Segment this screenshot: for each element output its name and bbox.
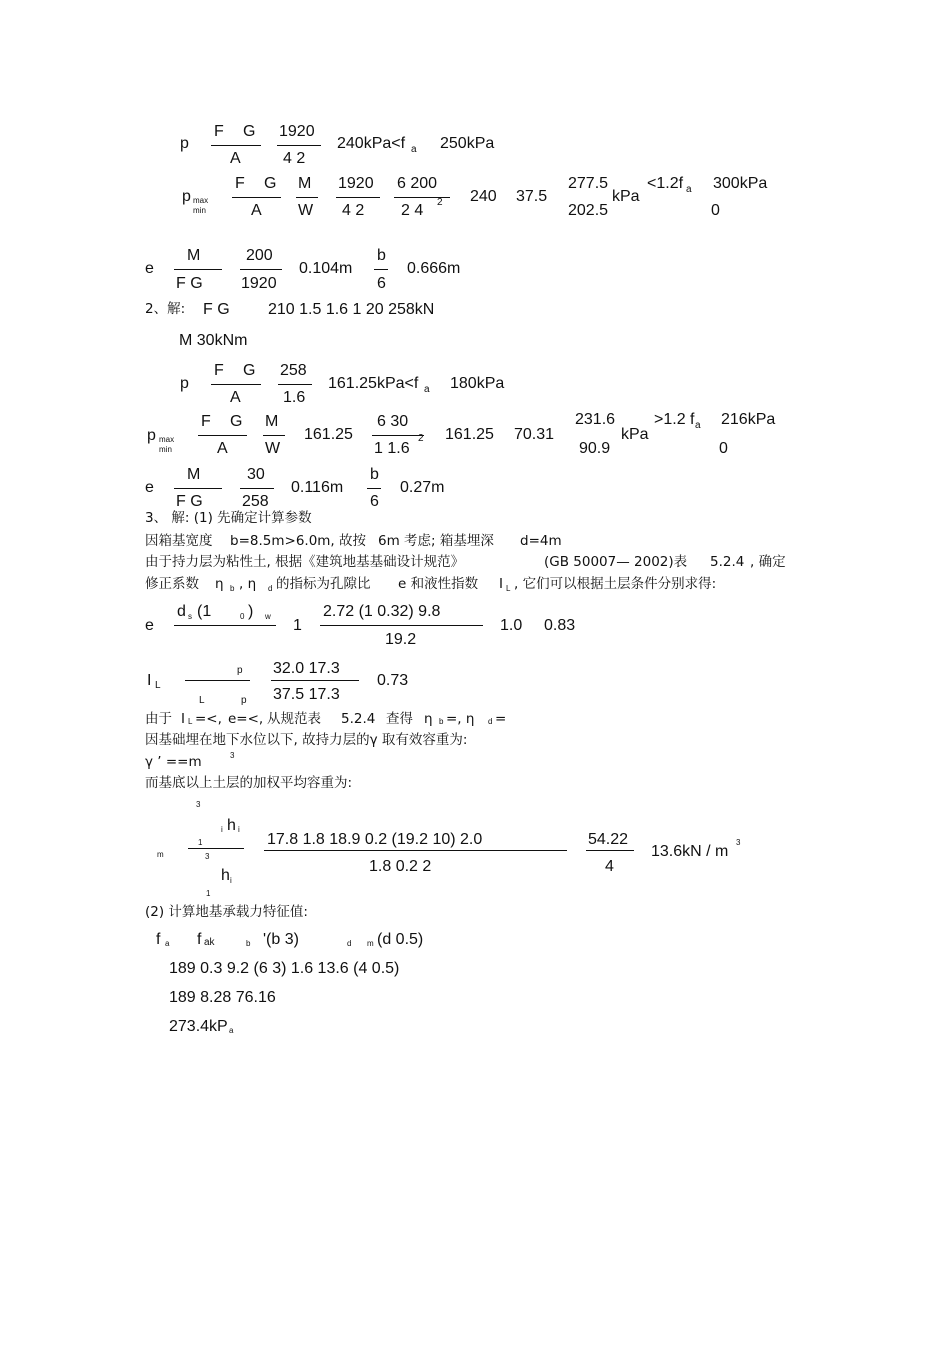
eq4-p: p <box>180 375 189 392</box>
eq4-F: F <box>214 362 224 379</box>
q3c-line4-sub: a <box>229 1026 234 1035</box>
eq9-sup: 3 <box>736 838 741 847</box>
q3-p2b: (GB 50007— 2002)表 <box>544 554 688 570</box>
eq8-val: 0.73 <box>377 672 409 689</box>
q3c-d-sub: d <box>347 939 352 948</box>
eq6-val: 0.116m <box>291 479 344 496</box>
eq2-c2: 37.5 <box>516 188 548 205</box>
eq5-p: p <box>147 427 156 444</box>
eq5-c2: 161.25 <box>445 426 494 443</box>
eq8-num: 32.0 17.3 <box>273 660 340 677</box>
eq6-fraction-bar-3 <box>367 488 381 489</box>
eq2-W: W <box>298 202 314 219</box>
eq9-i-sub2: i <box>238 825 240 834</box>
q3-p3d: , η <box>239 576 257 592</box>
eq5-F: F <box>201 413 211 430</box>
q3b-l1l: d <box>488 717 493 726</box>
q3b-l1a: 由于 <box>145 711 172 727</box>
q2-expr: 210 1.5 1.6 1 20 258kN <box>268 301 435 318</box>
eq4-num: 258 <box>280 362 307 379</box>
q2-label: 2、解: <box>145 301 186 317</box>
eq8-L-sub: L <box>199 695 205 706</box>
q3-p3i: L <box>506 584 511 593</box>
eq8-fraction-bar <box>185 680 250 681</box>
eq5-cmp: >1.2 f <box>654 411 695 428</box>
q3b-l1g: 5.2.4 <box>341 711 376 727</box>
eq5-exp: 2 <box>418 433 424 444</box>
eq7-fraction-bar-2 <box>320 625 483 626</box>
q3c-line2: 189 0.3 9.2 (6 3) 1.6 13.6 (4 0.5) <box>169 960 400 977</box>
eq3-fraction-bar <box>174 269 222 270</box>
eq4-fraction-bar-2 <box>278 384 312 385</box>
eq9-m-sub: m <box>157 850 164 859</box>
q3b-l1f: 从规范表 <box>267 711 321 727</box>
q3c-f2: f <box>197 931 202 948</box>
eq9-i-sub: i <box>221 825 223 834</box>
eq9-h2: h <box>221 867 230 884</box>
q3-heading: 3、 解: (1) 先确定计算参数 <box>145 510 312 526</box>
eq1-A: A <box>230 150 241 167</box>
q3c-a: a <box>165 939 170 948</box>
eq6-e: e <box>145 479 154 496</box>
q3b-l1k: =, η <box>446 711 475 727</box>
eq7-close: ) <box>248 603 254 620</box>
eq8-den: 37.5 17.3 <box>273 686 340 703</box>
eq7-w: w <box>265 612 271 621</box>
eq2-unit: kPa <box>612 188 640 205</box>
eq2-cmp: <1.2f <box>647 175 684 192</box>
q3-p1a: 因箱基宽度 <box>145 533 213 549</box>
eq7-v2: 0.83 <box>544 617 576 634</box>
eq2-sub-min: min <box>193 206 206 215</box>
q3b-l3: γ ’ ==m <box>145 754 202 770</box>
q3-p1d: d=4m <box>520 533 562 549</box>
eq9-val: 13.6kN / m <box>651 843 729 860</box>
q3c-heading: (2) 计算地基承载力特征值: <box>145 904 308 920</box>
eq6-six: 6 <box>370 493 379 510</box>
eq7-one: 1 <box>293 617 302 634</box>
eq6-fraction-bar <box>174 488 222 489</box>
eq5-fraction-bar <box>198 435 247 436</box>
eq8-I: I <box>147 672 152 689</box>
eq4-A: A <box>230 389 241 406</box>
eq1-rhs: 240kPa<f <box>337 135 406 152</box>
eq2-fraction-bar-2 <box>296 197 318 198</box>
eq5-W: W <box>265 440 281 457</box>
eq8-p-sub2: p <box>241 695 247 706</box>
q3-p3h: I <box>499 576 503 592</box>
eq7-num: 2.72 (1 0.32) 9.8 <box>323 603 441 620</box>
eq6-M: M <box>187 466 201 483</box>
q3-p1b: b=8.5m>6.0m, 故按 <box>230 533 367 549</box>
q3c-m-sub: m <box>367 939 374 948</box>
q3c-line3: 189 8.28 76.16 <box>169 989 276 1006</box>
eq9-fraction-bar-3 <box>586 850 634 851</box>
eq8-p-sub: p <box>237 665 243 676</box>
eq2-F: F <box>235 175 245 192</box>
eq3-e: e <box>145 260 154 277</box>
eq3-val2: 0.666m <box>407 260 461 277</box>
eq1-p: p <box>180 135 189 152</box>
eq4-rhs: 161.25kPa<f <box>328 375 419 392</box>
eq7-paren: (1 <box>197 603 212 620</box>
eq7-ds: d <box>177 603 186 620</box>
q3c-f: f <box>156 931 161 948</box>
eq7-den: 19.2 <box>385 631 417 648</box>
eq7-sub0: 0 <box>240 612 245 621</box>
eq1-fraction-bar-2 <box>277 145 321 146</box>
q3c-line4: 273.4kP <box>169 1018 228 1035</box>
q3-p2a: 由于持力层为粘性土, 根据《建筑地基基础设计规范》 <box>145 554 465 570</box>
eq9-three: 3 <box>205 852 210 861</box>
eq5-c1: 161.25 <box>304 426 353 443</box>
eq9-den2: 4 <box>605 858 614 875</box>
eq6-den: 258 <box>242 493 269 510</box>
eq6-val2: 0.27m <box>400 479 445 496</box>
eq6-num: 30 <box>247 466 265 483</box>
eq9-one: 1 <box>198 838 203 847</box>
eq2-fraction-bar-3 <box>336 197 380 198</box>
q3-p3b: η <box>215 576 224 592</box>
eq2-v-bot: 202.5 <box>568 202 609 219</box>
q3-p3c: b <box>230 584 235 593</box>
q3c-b-sub: b <box>246 939 251 948</box>
q3-p3a: 修正系数 <box>145 576 199 592</box>
q3-p3g: e 和液性指数 <box>398 576 479 592</box>
eq3-den: 1920 <box>241 275 277 292</box>
eq1-fraction-bar <box>211 145 261 146</box>
eq5-fraction-bar-3 <box>372 435 424 436</box>
eq2-c1: 240 <box>470 188 497 205</box>
eq1-F: F <box>214 123 224 140</box>
eq5-fraction-bar-2 <box>263 435 285 436</box>
q3b-l1e: e=<, <box>228 711 264 727</box>
q3-p3e: d <box>268 584 273 593</box>
q3c-expr1: '(b 3) <box>263 931 299 948</box>
eq6-b: b <box>370 466 379 483</box>
eq7-e: e <box>145 617 154 634</box>
eq9-three-top: 3 <box>196 800 201 809</box>
eq5-M: M <box>265 413 279 430</box>
eq3-val: 0.104m <box>299 260 353 277</box>
eq1-G: G <box>243 123 256 140</box>
eq2-M: M <box>298 175 312 192</box>
eq9-num2: 54.22 <box>588 831 629 848</box>
q2-M-line: M 30kNm <box>179 332 248 349</box>
eq3-fraction-bar-2 <box>240 269 282 270</box>
eq1-fa-sub: a <box>411 144 417 155</box>
eq3-b: b <box>377 247 386 264</box>
eq5-f-num: 6 30 <box>377 413 409 430</box>
eq1-rhs2: 250kPa <box>440 135 495 152</box>
eq6-fraction-bar-2 <box>240 488 274 489</box>
eq3-FG: F G <box>176 275 203 292</box>
q3b-l1b: I <box>181 711 185 727</box>
eq7-v1: 1.0 <box>500 617 523 634</box>
q3c-ak: ak <box>204 937 215 948</box>
eq5-v-top: 231.6 <box>575 411 616 428</box>
eq6-FG: F G <box>176 493 203 510</box>
eq5-unit: kPa <box>621 426 649 443</box>
eq4-fa-sub: a <box>424 384 430 395</box>
q3-p3f: 的指标为孔隙比 <box>276 576 371 592</box>
eq2-f1-den: 4 2 <box>342 202 365 219</box>
eq5-sub-min: min <box>159 445 172 454</box>
q3-p2c: 5.2.4 <box>710 554 745 570</box>
eq5-f-den: 1 1.6 <box>374 440 410 457</box>
eq5-limit: 216kPa <box>721 411 776 428</box>
q3b-l2: 因基础埋在地下水位以下, 故持力层的γ 取有效容重为: <box>145 732 468 748</box>
eq2-f1-num: 1920 <box>338 175 374 192</box>
eq2-p: p <box>182 188 191 205</box>
eq2-f2-num: 6 200 <box>397 175 438 192</box>
eq5-v-bot: 90.9 <box>579 440 611 457</box>
q3-p3j: , 它们可以根据土层条件分别求得: <box>514 576 717 592</box>
eq9-i-sub3: i <box>230 876 232 885</box>
eq3-num: 200 <box>246 247 273 264</box>
eq2-zero: 0 <box>711 202 720 219</box>
q3b-l1m: = <box>495 711 507 727</box>
eq9-one2: 1 <box>206 889 211 898</box>
eq9-den: 1.8 0.2 2 <box>369 858 432 875</box>
eq2-f2-den: 2 4 <box>401 202 424 219</box>
eq2-G: G <box>264 175 277 192</box>
q3b-l3sup: 3 <box>230 751 235 760</box>
eq4-rhs2: 180kPa <box>450 375 505 392</box>
eq2-cmp-sub: a <box>686 184 692 195</box>
eq5-zero: 0 <box>719 440 728 457</box>
eq8-L: L <box>155 680 161 691</box>
q3b-l4: 而基底以上土层的加权平均容重为: <box>145 775 353 791</box>
eq3-six: 6 <box>377 275 386 292</box>
eq7-fraction-bar <box>174 625 276 626</box>
q2-FG: F G <box>203 301 230 318</box>
eq5-c3: 70.31 <box>514 426 555 443</box>
eq7-ds-sub: s <box>188 612 192 621</box>
q3b-l1i: η <box>424 711 433 727</box>
eq8-fraction-bar-2 <box>271 680 359 681</box>
q3-p2d: , 确定 <box>750 554 786 570</box>
eq9-h: h <box>227 817 236 834</box>
eq4-den: 1.6 <box>283 389 306 406</box>
q3c-expr2: (d 0.5) <box>377 931 424 948</box>
eq9-fraction-bar-2 <box>264 850 567 851</box>
eq5-cmp-sub: a <box>695 420 701 431</box>
eq4-fraction-bar <box>211 384 261 385</box>
eq5-sub-max: max <box>159 435 175 444</box>
eq2-limit: 300kPa <box>713 175 768 192</box>
q3b-l1d: =<, <box>195 711 222 727</box>
eq2-fraction-bar <box>232 197 281 198</box>
q3-p1c: 6m 考虑; 箱基埋深 <box>378 533 494 549</box>
q3b-l1h: 查得 <box>386 711 413 727</box>
eq9-fraction-bar <box>188 848 244 849</box>
eq3-fraction-bar-3 <box>374 269 388 270</box>
eq5-A: A <box>217 440 228 457</box>
eq1-den: 4 2 <box>283 150 306 167</box>
eq9-num: 17.8 1.8 18.9 0.2 (19.2 10) 2.0 <box>267 831 483 848</box>
eq2-A: A <box>251 202 262 219</box>
eq5-G: G <box>230 413 243 430</box>
eq2-sub-max: max <box>193 196 209 205</box>
eq2-exp: 2 <box>437 197 443 208</box>
q3b-l1j: b <box>439 717 444 726</box>
eq1-num: 1920 <box>279 123 315 140</box>
eq2-v-top: 277.5 <box>568 175 609 192</box>
eq4-G: G <box>243 362 256 379</box>
q3b-l1c: L <box>188 717 193 726</box>
eq3-M: M <box>187 247 201 264</box>
